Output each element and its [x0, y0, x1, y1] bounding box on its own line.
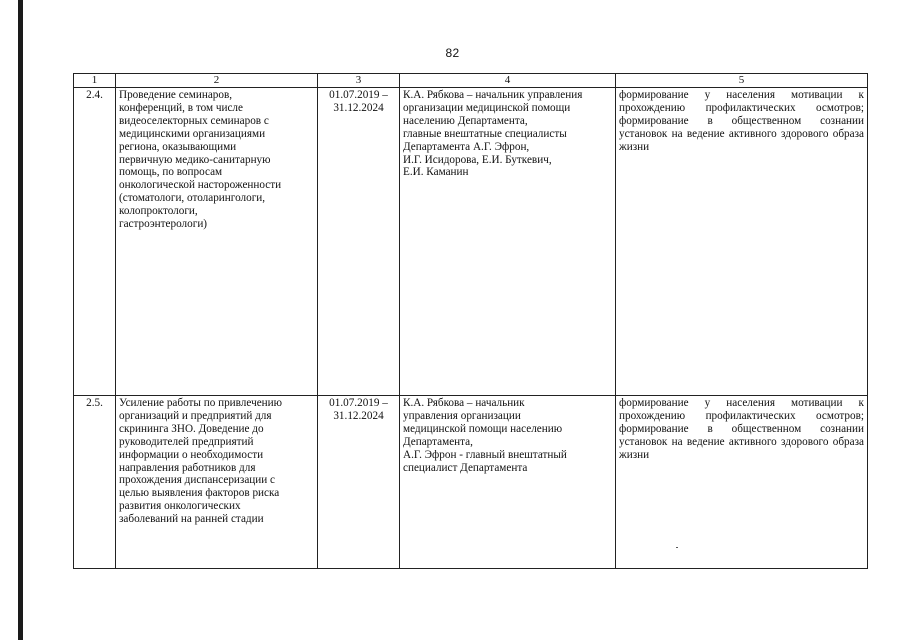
- row-number-text: 2.5.: [86, 397, 103, 409]
- plan-table: [73, 73, 868, 569]
- row-period-text: 01.07.2019 – 31.12.2024: [329, 397, 388, 422]
- row-period: [318, 88, 400, 396]
- header-cell-4: 4: [400, 74, 616, 88]
- page-number: 82: [445, 46, 460, 60]
- header-cell-2: 2: [116, 74, 318, 88]
- row-event: [116, 396, 318, 569]
- header-cell-1: 1: [74, 74, 116, 88]
- table-row: [74, 396, 868, 569]
- row-result: [616, 88, 868, 396]
- row-event-text: Усиление работы по привлечению организаций и предприятий для скрининга ЗНО. Доведение до руководителей предприятий информации о необходимости направления работников для прохождения диспансеризации с целью выявления факторов риска развития онкологических заболеваний на ранней стадии: [119, 397, 282, 526]
- row-period: [318, 396, 400, 569]
- row-number-text: 2.4.: [86, 89, 103, 101]
- row-event-text: Проведение семинаров, конференций, в том числе видеоселекторных семинаров с медицинскими организациями региона, оказывающими первичную медико-санитарную помощь, по вопросам онкологической настороженности (стоматологи, отоларингологи, колопроктологи, гастроэнтерологи): [119, 89, 282, 231]
- header-cell-5: 5: [616, 74, 868, 88]
- table-row: [74, 88, 868, 396]
- row-responsible-text: К.А. Рябкова – начальник управления организации медицинской помощи населению Департамента, главные внештатные специалисты Департамента А.Г. Эфрон, И.Г. Исидорова, Е.И. Буткевич, Е.И. Каманин: [403, 89, 583, 179]
- row-result-text: формирование у населения мотивации к прохождению профилактических осмотров; формирование в общественном сознании установок на ведение активного здорового образа жизни: [619, 397, 864, 461]
- header-cell-3: 3: [318, 74, 400, 88]
- row-responsible: [400, 88, 616, 396]
- row-event: [116, 88, 318, 396]
- row-responsible: [400, 396, 616, 569]
- row-result-text: формирование у населения мотивации к прохождению профилактических осмотров; формирование в общественном сознании установок на ведение активного здорового образа жизни: [619, 89, 864, 153]
- row-result: [616, 396, 868, 569]
- scan-speck: [676, 547, 678, 548]
- row-period-text: 01.07.2019 – 31.12.2024: [329, 89, 388, 114]
- row-responsible-text: К.А. Рябкова – начальник управления организации медицинской помощи населению Департамента, А.Г. Эфрон - главный внештатный специалист Департамента: [403, 397, 567, 474]
- row-number: [74, 88, 116, 396]
- table-header-row: [74, 74, 868, 88]
- row-number: [74, 396, 116, 569]
- scan-edge-bar: [18, 0, 23, 640]
